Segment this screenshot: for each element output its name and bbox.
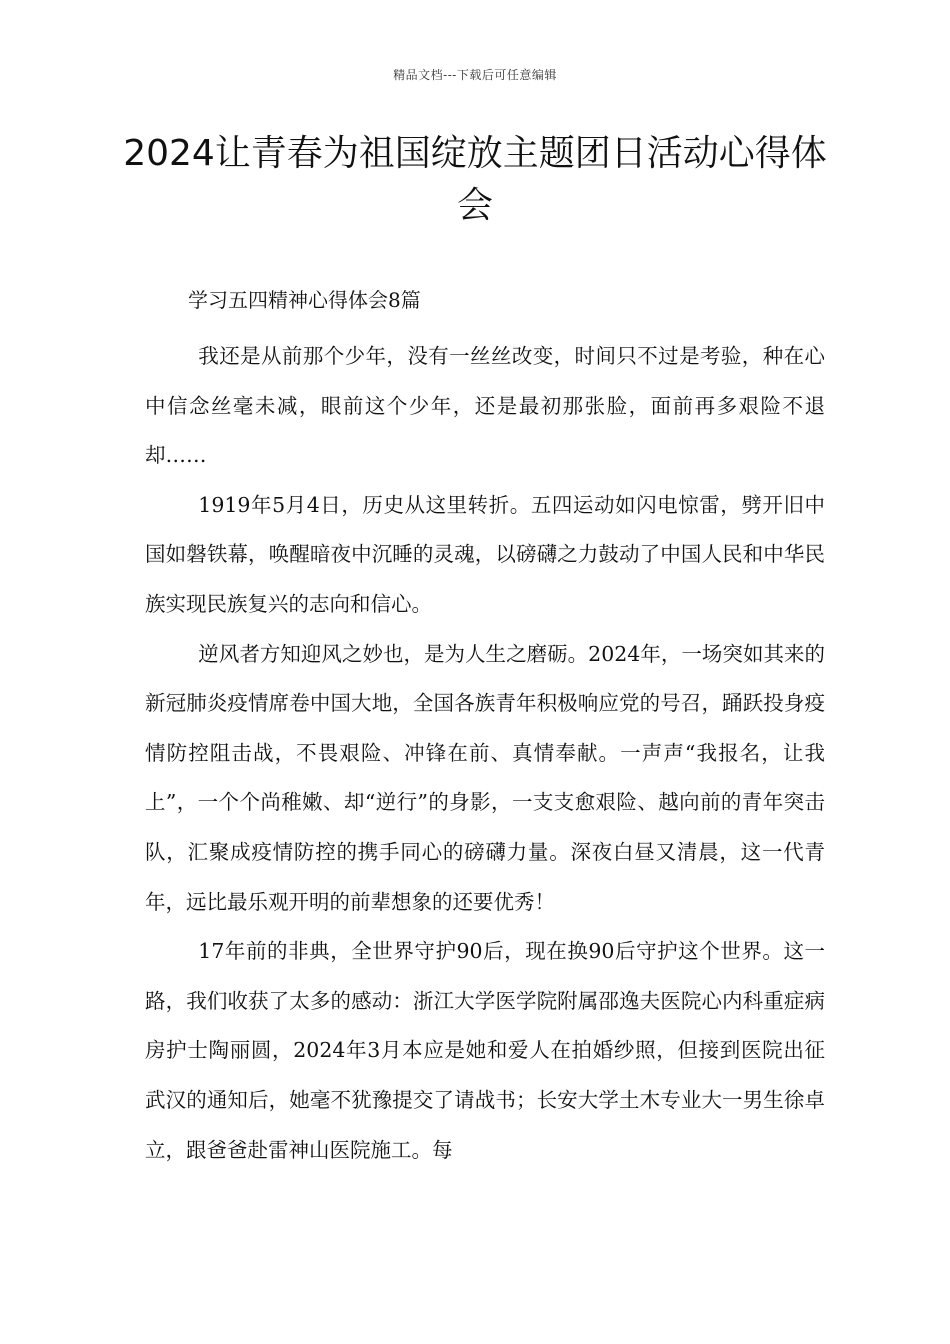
paragraph: 1919年5月4日，历史从这里转折。五四运动如闪电惊雷，劈开旧中国如磐铁幕，唤醒暗夜中沉睡的灵魂，以磅礴之力鼓动了中国人民和中华民族实现民族复兴的志向和信心。 [145,492,825,616]
header-note: 精品文档---下载后可任意编辑 [393,68,557,82]
document-title: 2024让青春为祖国绽放主题团日活动心得体会 [123,133,827,226]
paragraph: 17年前的非典，全世界守护90后，现在换90后守护这个世界。这一路，我们收获了太多的感动：浙江大学医学院附属邵逸夫医院心内科重症病房护士陶丽圆，2024年3月本应是她和爱人在拍婚纱照，但接到医院出征武汉的通知后，她毫不犹豫提交了请战书；长安大学土木专业大一男生徐卓立，跟爸爸赴雷神山医院施工。每 [145,939,825,1162]
paragraph: 我还是从前那个少年，没有一丝丝改变，时间只不过是考验，种在心中信念丝毫未减，眼前这个少年，还是最初那张脸，面前再多艰险不退却…… [145,344,825,468]
paragraph: 逆风者方知迎风之妙也，是为人生之磨砺。2024年，一场突如其来的新冠肺炎疫情席卷中国大地，全国各族青年积极响应党的号召，踊跃投身疫情防控阻击战，不畏艰险、冲锋在前、真情奉献。一声声“我报名，让我上”，一个个尚稚嫩、却“逆行”的身影，一支支愈艰险、越向前的青年突击队，汇聚成疫情防控的携手同心的磅礴力量。深夜白昼又清晨，这一代青年，远比最乐观开明的前辈想象的还要优秀！ [145,641,825,914]
document-subtitle: 学习五四精神心得体会8篇 [188,288,421,312]
document-body [145,332,825,1175]
